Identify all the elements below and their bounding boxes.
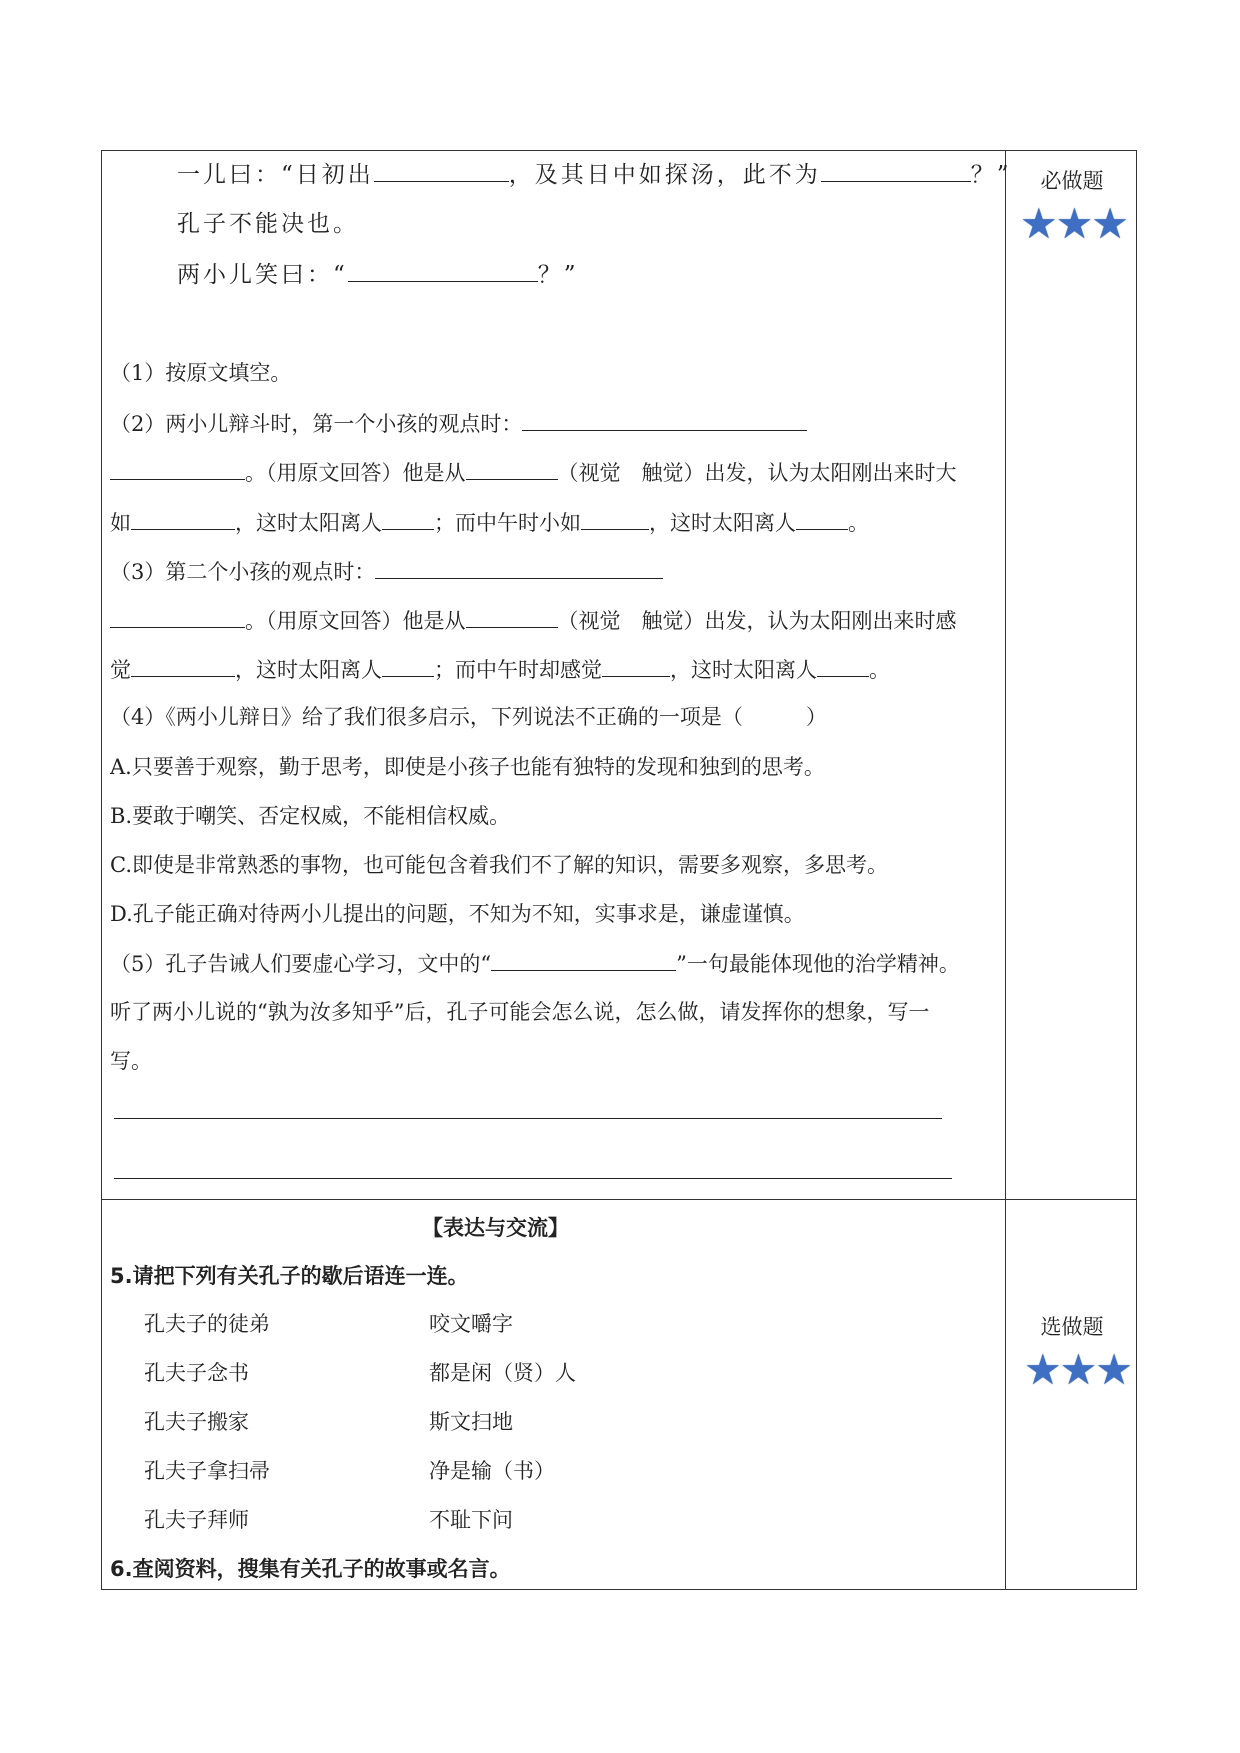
question-text: 觉: [110, 658, 131, 682]
passage-text: 两小儿笑曰：“: [177, 262, 348, 288]
option-c: C.即使是非常熟悉的事物，也可能包含着我们不了解的知识，需要多观察，多思考。: [110, 853, 888, 877]
fill-blank[interactable]: [375, 556, 663, 579]
option-a: A.只要善于观察，勤于思考，即使是小孩子也能有独特的发现和独到的思考。: [110, 755, 825, 779]
question-text: 。: [848, 511, 869, 535]
question-text: 。（用原文回答）他是从: [245, 609, 466, 633]
idiom-right-1[interactable]: 咬文嚼字: [429, 1312, 513, 1336]
passage-text: 一儿曰：“日初出: [177, 162, 374, 188]
question-5-title: 5.请把下列有关孔子的歇后语连一连。: [110, 1264, 469, 1288]
fill-blank[interactable]: [796, 507, 848, 530]
idiom-right-4[interactable]: 净是输（书）: [429, 1459, 555, 1483]
answer-line[interactable]: [114, 1178, 952, 1179]
passage-text: ？”: [537, 262, 579, 288]
answer-line[interactable]: [114, 1118, 942, 1119]
question-text: （5）孔子告诫人们要虚心学习，文中的“: [110, 952, 492, 976]
question-2: [110, 408, 807, 439]
question-text: ，这时太阳离人: [235, 658, 382, 682]
idiom-right-5[interactable]: 不耻下问: [429, 1508, 513, 1532]
idiom-left-4[interactable]: 孔夫子拿扫帚: [144, 1459, 270, 1483]
passage-text: ？”: [970, 162, 1012, 188]
column-divider: [1005, 151, 1006, 1589]
question-text: （视觉 触觉）出发，认为太阳刚出来时感: [557, 609, 957, 633]
question-3-line-3: [110, 654, 890, 685]
idiom-left-1[interactable]: 孔夫子的徒弟: [144, 1312, 270, 1336]
question-4: （4）《两小儿辩日》给了我们很多启示，下列说法不正确的一项是（ ）: [110, 705, 827, 729]
question-2-line-3: [110, 507, 869, 538]
fill-blank[interactable]: [491, 948, 676, 971]
fill-blank[interactable]: [131, 507, 235, 530]
question-3-line-2: [110, 605, 957, 636]
difficulty-stars: ★★★: [1024, 1345, 1131, 1394]
difficulty-stars: ★★★: [1020, 199, 1127, 248]
passage-line-1: [177, 159, 1012, 190]
fill-blank[interactable]: [348, 259, 538, 282]
question-text: ，这时太阳离人: [649, 511, 796, 535]
question-text: 。（用原文回答）他是从: [245, 461, 466, 485]
fill-blank[interactable]: [382, 507, 434, 530]
fill-blank[interactable]: [602, 654, 670, 677]
question-2-line-2: [110, 457, 957, 488]
question-text: ；而中午时小如: [434, 511, 581, 535]
question-text: ；而中午时却感觉: [434, 658, 602, 682]
question-5: [110, 948, 960, 979]
option-d: D.孔子能正确对待两小儿提出的问题，不知为不知，实事求是，谦虚谨慎。: [110, 902, 805, 926]
fill-blank[interactable]: [382, 654, 434, 677]
passage-line-3: [177, 259, 579, 290]
question-text: ”一句最能体现他的治学精神。: [676, 952, 960, 976]
question-text: （3）第二个小孩的观点时：: [110, 560, 376, 584]
fill-blank[interactable]: [466, 605, 558, 628]
fill-blank[interactable]: [821, 159, 971, 182]
fill-blank[interactable]: [817, 654, 869, 677]
section-title: 【表达与交流】: [422, 1216, 569, 1240]
question-text: ，这时太阳离人: [670, 658, 817, 682]
question-5-line-2: 听了两小儿说的“孰为汝多知乎”后，孔子可能会怎么说，怎么做，请发挥你的想象，写一: [110, 1000, 930, 1024]
fill-blank[interactable]: [466, 457, 558, 480]
question-text: 如: [110, 511, 131, 535]
optional-label: 选做题: [1040, 1315, 1104, 1339]
question-3: [110, 556, 663, 587]
idiom-right-3[interactable]: 斯文扫地: [429, 1410, 513, 1434]
idiom-left-3[interactable]: 孔夫子搬家: [144, 1410, 249, 1434]
question-text: ，这时太阳离人: [235, 511, 382, 535]
required-label: 必做题: [1040, 169, 1104, 193]
question-6-title: 6.查阅资料，搜集有关孔子的故事或名言。: [110, 1557, 511, 1581]
fill-blank[interactable]: [522, 408, 807, 431]
fill-blank[interactable]: [131, 654, 235, 677]
fill-blank[interactable]: [110, 605, 245, 628]
fill-blank[interactable]: [374, 159, 509, 182]
passage-line-2: 孔子不能决也。: [177, 211, 359, 237]
question-text: 。: [869, 658, 890, 682]
question-text: （视觉 触觉）出发，认为太阳刚出来时大: [557, 461, 957, 485]
row-divider: [102, 1199, 1136, 1200]
idiom-left-5[interactable]: 孔夫子拜师: [144, 1508, 249, 1532]
question-1: （1）按原文填空。: [110, 361, 292, 385]
worksheet-table: [101, 150, 1137, 1590]
idiom-left-2[interactable]: 孔夫子念书: [144, 1361, 249, 1385]
idiom-right-2[interactable]: 都是闲（贤）人: [429, 1361, 576, 1385]
passage-text: ，及其日中如探汤，此不为: [508, 162, 821, 188]
fill-blank[interactable]: [581, 507, 649, 530]
fill-blank[interactable]: [110, 457, 245, 480]
question-text: （2）两小儿辩斗时，第一个小孩的观点时：: [110, 412, 523, 436]
option-b: B.要敢于嘲笑、否定权威，不能相信权威。: [110, 804, 511, 828]
question-5-line-3: 写。: [110, 1049, 152, 1073]
